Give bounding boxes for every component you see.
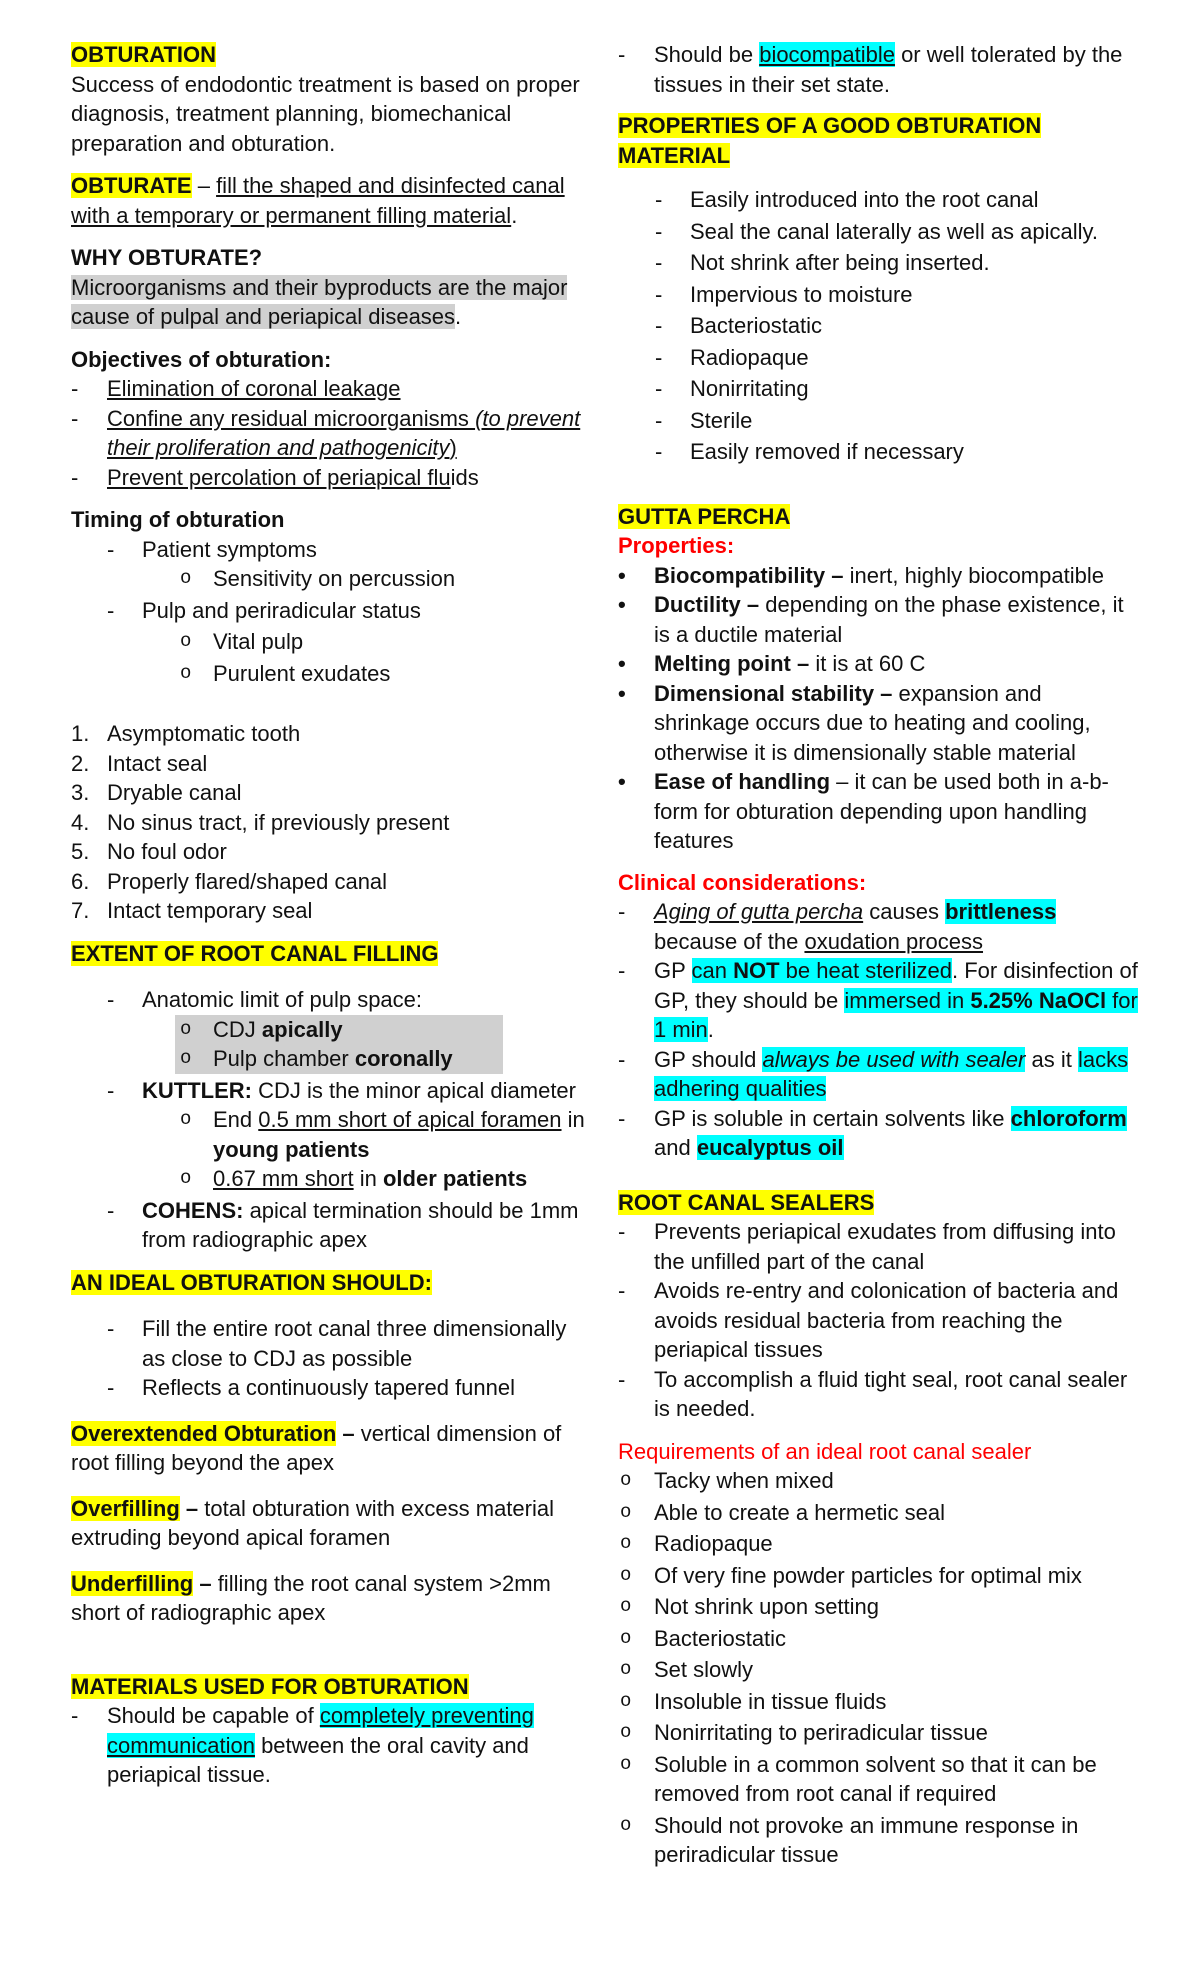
gp-ductility-label: Ductility – bbox=[654, 592, 760, 617]
materials-list bbox=[71, 1701, 591, 1790]
list-item: o Not shrink upon setting bbox=[618, 1592, 1138, 1622]
list-item bbox=[71, 1015, 591, 1045]
underfilling-term: Underfilling bbox=[71, 1570, 194, 1596]
list-item bbox=[71, 896, 591, 926]
list-item bbox=[71, 867, 591, 897]
cohens-text: apical termination should be 1mm from radiographic apex bbox=[142, 1197, 579, 1252]
list-item bbox=[71, 749, 591, 779]
list-item bbox=[71, 808, 591, 838]
list-item bbox=[618, 679, 1138, 768]
right-column bbox=[618, 40, 1138, 1870]
pulp-chamber-coronally bbox=[175, 1044, 503, 1074]
heading-materials: MATERIALS USED FOR OBTURATION bbox=[71, 1673, 469, 1699]
list-item: o Soluble in a common solvent so that it can be removed from root canal if required bbox=[618, 1750, 1138, 1809]
list-item: o Vital pulp bbox=[71, 627, 591, 657]
overfilling-dash: – bbox=[179, 1495, 205, 1521]
list-item bbox=[71, 1701, 591, 1790]
pc-text: Pulp chamber bbox=[213, 1046, 355, 1071]
properties-list bbox=[618, 185, 1138, 467]
sealers-list bbox=[618, 1217, 1138, 1424]
gp-melting-label: Melting point – bbox=[654, 651, 810, 676]
c3-hli: always be used with sealer bbox=[762, 1046, 1026, 1072]
list-item: - Fill the entire root canal three dimensionally as close to CDJ as possible bbox=[71, 1314, 591, 1373]
list-item: - Sterile bbox=[618, 406, 1138, 436]
end1-under: 0.5 mm short of apical foramen bbox=[258, 1107, 562, 1132]
overfilling-term: Overfilling bbox=[71, 1495, 180, 1521]
c1-under: oxudation process bbox=[804, 928, 984, 954]
end1-in: in bbox=[561, 1107, 585, 1132]
list-item: o Nonirritating to periradicular tissue bbox=[618, 1718, 1138, 1748]
overextended-dash: – bbox=[336, 1420, 361, 1446]
list-item: - To accomplish a fluid tight seal, root canal sealer is needed. bbox=[618, 1365, 1138, 1424]
c2-hlb: NOT bbox=[733, 958, 780, 983]
clinical-list bbox=[618, 897, 1138, 1163]
obturate-def: fill the shaped and disinfected canal with a temporary or permanent filling material bbox=[71, 173, 565, 228]
list-item: o Of very fine powder particles for optimal mix bbox=[618, 1561, 1138, 1591]
list-item bbox=[618, 561, 1138, 591]
requirements-title: Requirements of an ideal root canal sealer bbox=[618, 1438, 1032, 1464]
c2-hl2: be heat sterilized bbox=[779, 958, 952, 983]
list-text: Intact seal bbox=[107, 750, 208, 776]
extent-list bbox=[71, 985, 591, 1255]
requirements-list bbox=[618, 1466, 1138, 1870]
obturate-end: . bbox=[511, 202, 518, 228]
list-item bbox=[71, 1044, 591, 1074]
list-item: - Pulp and periradicular status bbox=[71, 596, 591, 626]
list-item: - Prevents periapical exudates from diffusing into the unfilled part of the canal bbox=[618, 1217, 1138, 1276]
c4-mid: and bbox=[654, 1135, 697, 1160]
gp-ductility-text: depending on the phase existence, it is a ductile material bbox=[654, 592, 1124, 647]
list-text: No sinus tract, if previously present bbox=[107, 809, 450, 835]
c4-hl2: eucalyptus oil bbox=[696, 1135, 844, 1160]
end1-text: End bbox=[213, 1107, 259, 1132]
c2-end: . bbox=[707, 1017, 714, 1042]
overfilling-def: total obturation with excess material extruding beyond apical foramen bbox=[71, 1495, 554, 1550]
why-body bbox=[71, 273, 591, 332]
overextended-def: vertical dimension of root filling beyond the apex bbox=[71, 1420, 562, 1475]
list-number: 3. bbox=[71, 780, 90, 805]
pc-bold: coronally bbox=[354, 1046, 453, 1071]
list-item: o Tacky when mixed bbox=[618, 1466, 1138, 1496]
heading-properties: PROPERTIES OF A GOOD OBTURATION MATERIAL bbox=[618, 113, 1042, 168]
gp-bio-label: Biocompatibility – bbox=[654, 562, 844, 588]
list-item bbox=[71, 778, 591, 808]
c2-hl4: for 1 min bbox=[654, 987, 1138, 1042]
underfilling-definition bbox=[71, 1569, 591, 1628]
gp-ease-label: Ease of handling bbox=[654, 769, 831, 794]
left-column bbox=[71, 40, 591, 1790]
materials-hl2: communication bbox=[107, 1732, 255, 1758]
readiness-numbered-list bbox=[71, 719, 591, 926]
list-item bbox=[618, 767, 1138, 856]
gp-ease-text: – it can be used both in a-b-form for obturation depending upon handling features bbox=[654, 769, 1109, 853]
c2-hl3: immersed in bbox=[844, 987, 971, 1013]
c1-mid2: because of the bbox=[654, 928, 805, 954]
list-item: - Not shrink after being inserted. bbox=[618, 248, 1138, 278]
list-number: 7. bbox=[71, 898, 90, 923]
c1-mid: causes bbox=[863, 899, 946, 924]
obturate-definition bbox=[71, 171, 591, 230]
obturation-body: Success of endodontic treatment is based on proper diagnosis, treatment planning, biomechanical preparation and obturation. bbox=[71, 71, 580, 156]
end2-in: in bbox=[353, 1166, 383, 1191]
cdj-text: CDJ bbox=[213, 1016, 262, 1042]
why-body-end: . bbox=[455, 304, 462, 329]
list-item: o Radiopaque bbox=[618, 1529, 1138, 1559]
c3-b: as it bbox=[1025, 1046, 1078, 1072]
materials-post: between the oral cavity and periapical tissue. bbox=[107, 1732, 529, 1787]
list-item: - Reflects a continuously tapered funnel bbox=[71, 1373, 591, 1403]
materials-list-continued bbox=[618, 40, 1138, 99]
list-item bbox=[618, 897, 1138, 956]
overextended-term: Overextended Obturation bbox=[71, 1420, 337, 1446]
heading-ideal-obturation: AN IDEAL OBTURATION SHOULD: bbox=[71, 1269, 432, 1295]
ideal-list bbox=[71, 1314, 591, 1403]
objective-3: Prevent percolation of periapical flu bbox=[107, 464, 451, 490]
list-item bbox=[618, 40, 1138, 99]
list-item: o Should not provoke an immune response in periradicular tissue bbox=[618, 1811, 1138, 1870]
list-number: 5. bbox=[71, 839, 90, 864]
heading-obturation: OBTURATION bbox=[71, 42, 217, 67]
c4-a: GP is soluble in certain solvents like bbox=[654, 1105, 1011, 1131]
list-item bbox=[71, 374, 591, 404]
materials-pre: Should be capable of bbox=[107, 1703, 320, 1728]
list-item bbox=[71, 837, 591, 867]
list-item: o Bacteriostatic bbox=[618, 1624, 1138, 1654]
list-item: - Nonirritating bbox=[618, 374, 1138, 404]
c2-a: GP bbox=[654, 958, 692, 983]
list-item: - Easily introduced into the root canal bbox=[618, 185, 1138, 215]
c1-hl: brittleness bbox=[945, 899, 1057, 924]
bio-post: or well tolerated by the tissues in their set state. bbox=[654, 42, 1123, 97]
list-text: Intact temporary seal bbox=[107, 898, 313, 923]
list-item bbox=[618, 1104, 1138, 1163]
objective-2: Confine any residual microorganisms bbox=[107, 405, 476, 431]
list-number: 2. bbox=[71, 750, 90, 776]
kuttler-label: KUTTLER: bbox=[142, 1077, 252, 1103]
list-number: 4. bbox=[71, 809, 90, 835]
list-item: - Easily removed if necessary bbox=[618, 437, 1138, 467]
heading-objectives: Objectives of obturation: bbox=[71, 346, 332, 372]
list-item bbox=[71, 1076, 591, 1106]
clinical-considerations-title: Clinical considerations: bbox=[618, 869, 867, 895]
heading-gutta-percha: GUTTA PERCHA bbox=[618, 503, 791, 529]
kuttler-text: CDJ is the minor apical diameter bbox=[251, 1077, 576, 1103]
list-number: 6. bbox=[71, 868, 90, 894]
list-item: o Sensitivity on percussion bbox=[71, 564, 591, 594]
list-text: Dryable canal bbox=[107, 780, 242, 805]
list-item: - Avoids re-entry and colonication of bacteria and avoids residual bacteria from reaching the periapical tissues bbox=[618, 1276, 1138, 1365]
list-item: - Bacteriostatic bbox=[618, 311, 1138, 341]
list-text: No foul odor bbox=[107, 839, 227, 864]
list-item bbox=[71, 404, 591, 463]
end2-bold: older patients bbox=[382, 1166, 528, 1191]
obturate-sep: – bbox=[191, 173, 217, 198]
cdj-bold: apically bbox=[261, 1016, 343, 1042]
list-text: Properly flared/shaped canal bbox=[107, 868, 388, 894]
list-item bbox=[618, 1045, 1138, 1104]
c1-italic: Aging of gutta percha bbox=[654, 899, 864, 924]
c3-hl: lacks adhering qualities bbox=[654, 1046, 1129, 1101]
list-item bbox=[71, 719, 591, 749]
gp-dimensional-text: expansion and shrinkage occurs due to heating and cooling, otherwise it is dimensionally stable material bbox=[654, 680, 1091, 765]
objective-3-rest: ids bbox=[450, 464, 479, 490]
list-item bbox=[71, 1105, 591, 1164]
bio-hl: biocompatible bbox=[759, 42, 895, 67]
list-item bbox=[618, 649, 1138, 679]
overfilling-definition bbox=[71, 1494, 591, 1553]
c3-a: GP should bbox=[654, 1046, 763, 1072]
heading-timing: Timing of obturation bbox=[71, 507, 285, 532]
c4-hl1: chloroform bbox=[1010, 1105, 1127, 1131]
c2-b: . For disinfection of GP, they should be bbox=[654, 958, 1138, 1013]
gp-properties-subtitle: Properties: bbox=[618, 533, 735, 558]
list-item: o Able to create a hermetic seal bbox=[618, 1498, 1138, 1528]
list-item bbox=[71, 1196, 591, 1255]
list-text: Asymptomatic tooth bbox=[107, 721, 301, 746]
list-item bbox=[71, 1164, 591, 1194]
list-number: 1. bbox=[71, 721, 90, 746]
cohens-label: COHENS: bbox=[142, 1197, 244, 1223]
heading-extent: EXTENT OF ROOT CANAL FILLING bbox=[71, 940, 439, 966]
end1-bold: young patients bbox=[213, 1136, 370, 1162]
timing-list bbox=[71, 535, 591, 689]
list-item: - Patient symptoms bbox=[71, 535, 591, 565]
gp-melting-text: it is at 60 C bbox=[809, 651, 926, 676]
underfilling-def: filling the root canal system >2mm short of radiographic apex bbox=[71, 1570, 551, 1625]
heading-root-canal-sealers: ROOT CANAL SEALERS bbox=[618, 1189, 875, 1215]
list-item: o Set slowly bbox=[618, 1655, 1138, 1685]
objective-1: Elimination of coronal leakage bbox=[107, 376, 401, 401]
list-item: - Impervious to moisture bbox=[618, 280, 1138, 310]
objectives-list bbox=[71, 374, 591, 492]
obturate-term: OBTURATE bbox=[71, 173, 192, 198]
why-body-text: Microorganisms and their byproducts are the major cause of pulpal and periapical diseases bbox=[71, 274, 568, 329]
underfilling-dash: – bbox=[193, 1570, 218, 1596]
end2-under: 0.67 mm short bbox=[213, 1166, 354, 1191]
c2-hl3b: 5.25% NaOCl bbox=[970, 987, 1107, 1013]
cdj-apically bbox=[175, 1015, 503, 1045]
overextended-definition bbox=[71, 1419, 591, 1478]
list-item: - Radiopaque bbox=[618, 343, 1138, 373]
heading-why-obturate: WHY OBTURATE? bbox=[71, 245, 263, 270]
bio-pre: Should be bbox=[654, 42, 760, 67]
objective-2-italic: (to prevent their proliferation and pathogenicity bbox=[107, 405, 581, 460]
list-item: - Seal the canal laterally as well as apically. bbox=[618, 217, 1138, 247]
list-item bbox=[618, 590, 1138, 649]
list-item: - Anatomic limit of pulp space: bbox=[71, 985, 591, 1015]
gp-bio-text: inert, highly biocompatible bbox=[843, 562, 1104, 588]
list-item: o Purulent exudates bbox=[71, 659, 591, 689]
c2-hl1: can bbox=[691, 958, 734, 983]
objective-2-end: ) bbox=[449, 435, 457, 460]
gp-dimensional-label: Dimensional stability – bbox=[654, 680, 893, 706]
list-item bbox=[618, 956, 1138, 1045]
list-item bbox=[71, 463, 591, 493]
materials-hl: completely preventing bbox=[319, 1703, 534, 1728]
gp-properties-list bbox=[618, 561, 1138, 856]
list-item: o Insoluble in tissue fluids bbox=[618, 1687, 1138, 1717]
